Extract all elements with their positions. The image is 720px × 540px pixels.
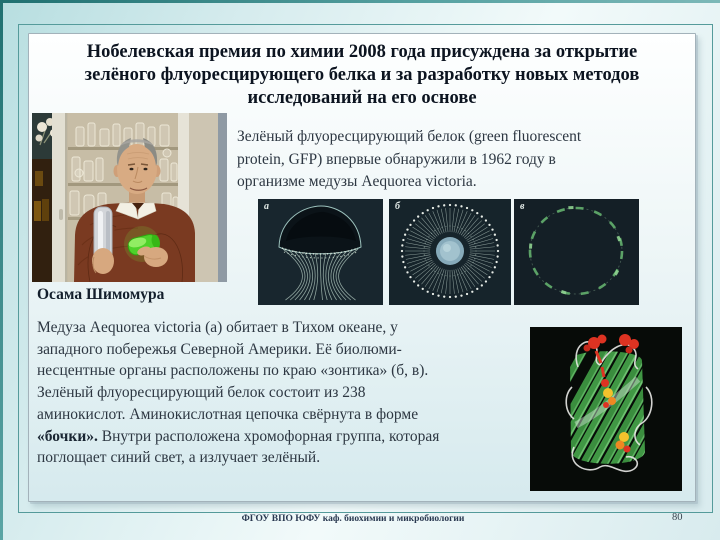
slide-top-border — [0, 0, 720, 3]
title-line: Нобелевская премия по химии 2008 года присуждена за открытие — [86, 42, 638, 62]
body-line: Зелёный флуоресцирующий белок состоит из 238 — [37, 384, 366, 402]
content-panel — [28, 33, 696, 502]
title-line: исследований на его основе — [247, 88, 477, 109]
body-line: несцентные органы расположены по краю «зонтика» (б, в). — [37, 362, 429, 380]
jellyfish-panel-top-view — [389, 199, 511, 305]
figure-label-b: б — [395, 201, 400, 212]
gfp-structure-image — [530, 327, 682, 491]
description-paragraph — [37, 317, 542, 469]
body-line — [37, 426, 542, 448]
jellyfish-panel-fluorescent-ring — [514, 199, 639, 305]
page-title — [29, 41, 695, 111]
body-line-rest: Внутри расположена хромофорная группа, которая — [97, 427, 440, 445]
gfp-intro-paragraph — [237, 126, 581, 194]
bold-term-barrel: «бочки». — [37, 427, 98, 445]
jellyfish-panel-side-view — [258, 199, 383, 305]
figure-label-c: в — [520, 201, 525, 212]
figure-label-a: а — [264, 201, 269, 212]
body-line: поглощает синий свет, а излучает зелёный. — [37, 449, 321, 467]
slide-left-border — [0, 0, 3, 540]
page-number: 80 — [672, 512, 683, 523]
footer-affiliation: ФГОУ ВПО ЮФУ каф. биохимии и микробиологии — [241, 514, 465, 524]
body-line: Медуза Aequorea victoria (а) обитает в Тихом океане, у — [37, 319, 398, 336]
body-line: аминокислот. Аминокислотная цепочка свёрнута в форме — [37, 405, 419, 423]
intro-line: организме медузы Aequorea victoria. — [237, 173, 477, 191]
intro-line: protein, GFP) впервые обнаружили в 1962 году в — [237, 150, 556, 168]
shimomura-photo — [32, 113, 227, 282]
photo-caption: Осама Шимомура — [37, 286, 165, 303]
body-line: западного побережья Северной Америки. Её биолюми- — [37, 340, 402, 358]
title-line: зелёного флуоресцирующего белка и за разработку новых методов — [84, 65, 640, 86]
intro-line: Зелёный флуоресцирующий белок (green fluorescent — [237, 128, 582, 145]
